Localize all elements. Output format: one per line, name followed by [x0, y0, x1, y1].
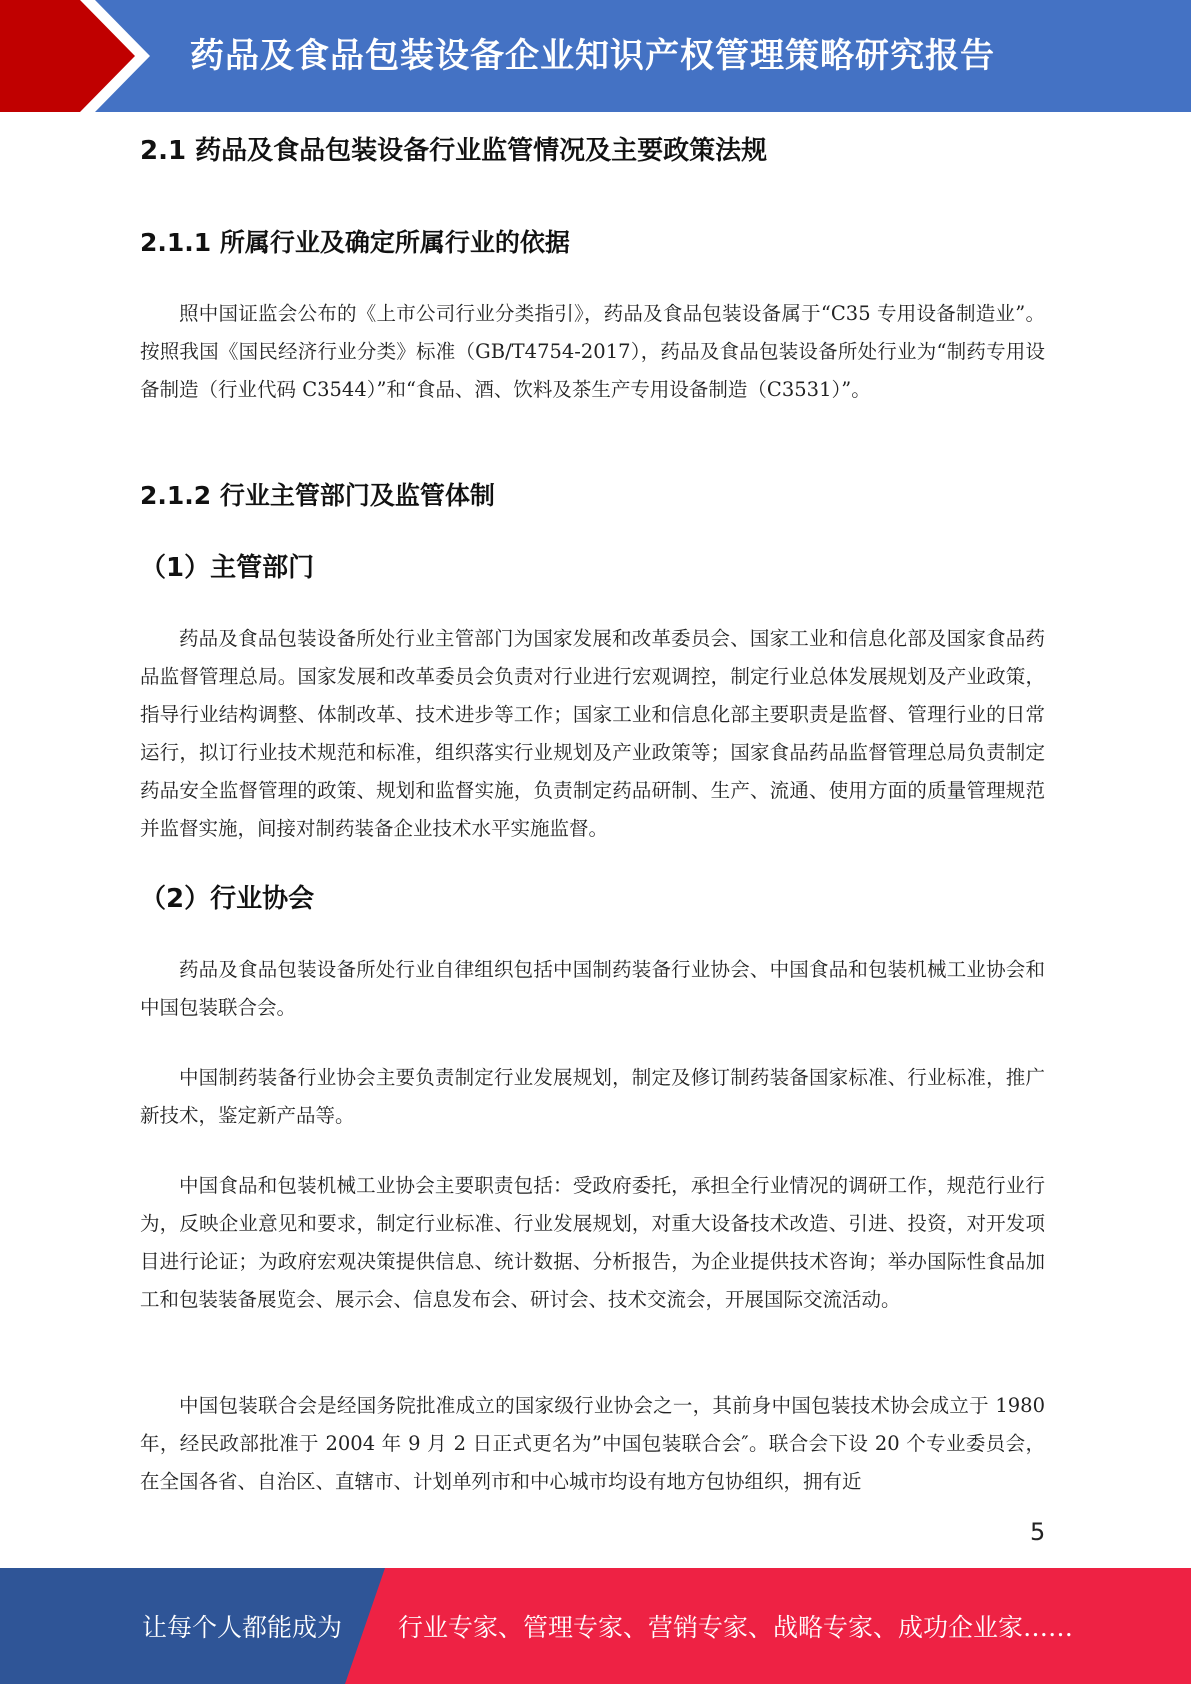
paragraph-food-packaging-association: 中国食品和包装机械工业协会主要职责包括：受政府委托，承担全行业情况的调研工作，规范行业行为，反映企业意见和要求，制定行业标准、行业发展规划，对重大设备技术改造、引进、投资，对开发项目进行论证；为政府宏观决策提供信息、统计数据、分析报告，为企业提供技术咨询；举办国际性食品加工和包装装备展览会、展示会、信息发布会、研讨会、技术交流会，开展国际交流活动。	[140, 1174, 1045, 1311]
section-heading-2-1-2: 2.1.2 行业主管部门及监管体制	[140, 481, 495, 510]
report-title: 药品及食品包装设备企业知识产权管理策略研究报告	[190, 36, 995, 76]
header-arrow-decoration	[0, 0, 160, 112]
section-heading-2-1-1: 2.1.1 所属行业及确定所属行业的依据	[140, 228, 570, 257]
page-number: 5	[1030, 1518, 1046, 1546]
paragraph-authorities: 药品及食品包装设备所处行业主管部门为国家发展和改革委员会、国家工业和信息化部及国家食品药品监督管理总局。国家发展和改革委员会负责对行业进行宏观调控，制定行业总体发展规划及产业政策，指导行业结构调整、体制改革、技术进步等工作；国家工业和信息化部主要职责是监督、管理行业的日常运行，拟订行业技术规范和标准，组织落实行业规划及产业政策等；国家食品药品监督管理总局负责制定药品安全监督管理的政策、规划和监督实施，负责制定药品研制、生产、流通、使用方面的质量管理规范并监督实施，间接对制药装备企业技术水平实施监督。	[140, 627, 1045, 840]
footer-banner	[0, 1568, 1191, 1684]
footer-slogan-left: 让每个人都能成为	[142, 1613, 343, 1642]
paragraph-associations-intro: 药品及食品包装设备所处行业自律组织包括中国制药装备行业协会、中国食品和包装机械工业协会和中国包装联合会。	[140, 958, 1045, 1019]
paragraph-pharma-equipment-association: 中国制药装备行业协会主要负责制定行业发展规划，制定及修订制药装备国家标准、行业标准，推广新技术，鉴定新产品等。	[140, 1066, 1045, 1127]
paragraph-industry-classification: 照中国证监会公布的《上市公司行业分类指引》，药品及食品包装设备属于“C35 专用设备制造业”。按照我国《国民经济行业分类》标准（GB/T4754-2017），药品及食品包装设备所处行业为“制药专用设备制造（行业代码 C3544）”和“食品、酒、饮料及茶生产专用设备制造（C3531）”。	[140, 302, 1045, 401]
footer-slogan-right: 行业专家、管理专家、营销专家、战略专家、成功企业家……	[398, 1613, 1074, 1642]
subheading-authorities: （1）主管部门	[140, 553, 315, 583]
header-banner	[0, 0, 1191, 112]
subheading-associations: （2）行业协会	[140, 884, 315, 914]
paragraph-packaging-federation: 中国包装联合会是经国务院批准成立的国家级行业协会之一，其前身中国包装技术协会成立于 1980 年，经民政部批准于 2004 年 9 月 2 日正式更名为”中国包装联合会″。联合会下设 20 个专业委员会，在全国各省、自治区、直辖市、计划单列市和中心城市均设有地方包协组织，拥有近	[140, 1394, 1045, 1493]
section-heading-2-1: 2.1 药品及食品包装设备行业监管情况及主要政策法规	[140, 136, 768, 166]
